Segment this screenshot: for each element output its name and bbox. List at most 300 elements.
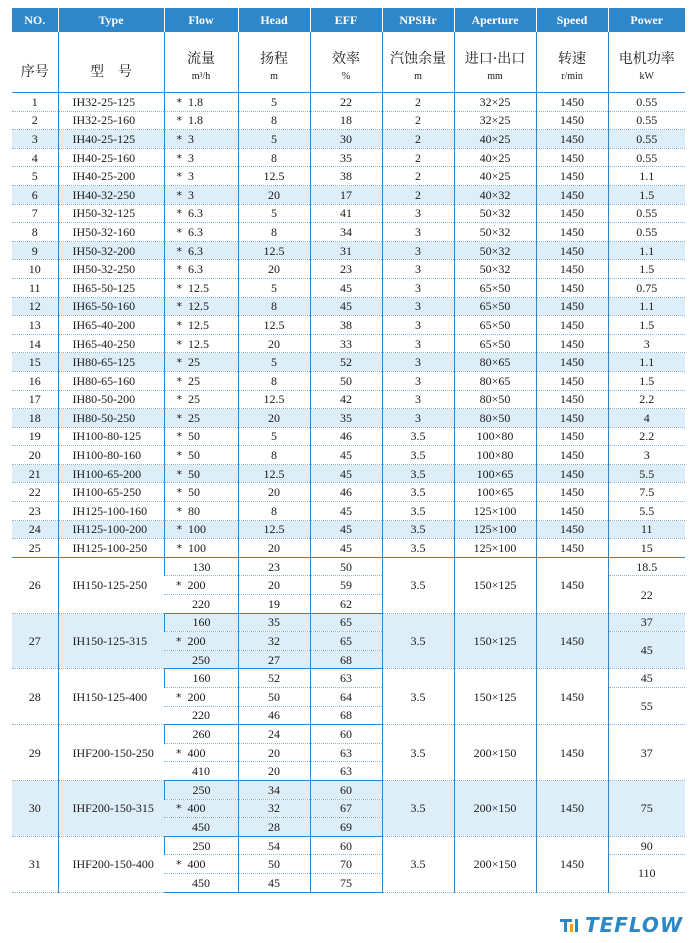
cell-aperture: 200×150 — [454, 725, 536, 781]
cell-type: IH80-50-200 — [58, 390, 164, 409]
cell-head: 5 — [238, 278, 310, 297]
cell-aperture: 200×150 — [454, 780, 536, 836]
unit-aperture: mm — [487, 71, 503, 82]
cell-eff: 46 — [310, 483, 382, 502]
cell-type: IHF200-150-400 — [58, 836, 164, 892]
pump-spec-table — [12, 8, 685, 893]
cell-no: 10 — [12, 260, 58, 279]
cell-eff: 30 — [310, 130, 382, 149]
flow-value: 160 — [192, 615, 211, 630]
cell-flow — [164, 799, 238, 818]
cell-power: 75 — [608, 780, 685, 836]
cell-npshr: 3 — [382, 260, 454, 279]
cell-eff: 63 — [310, 743, 382, 762]
cell-no: 11 — [12, 278, 58, 297]
cell-eff: 52 — [310, 353, 382, 372]
flow-value: 260 — [192, 726, 211, 741]
cell-type: IH40-25-200 — [58, 167, 164, 186]
cell-speed: 1450 — [536, 613, 608, 669]
star-marker: * — [176, 393, 182, 407]
cell-flow — [164, 111, 238, 130]
unit-flow: m³/h — [191, 71, 211, 82]
table-row — [12, 446, 685, 465]
table-row — [12, 539, 685, 558]
cell-flow — [164, 576, 238, 595]
cell-aperture: 40×32 — [454, 185, 536, 204]
cell-aperture: 200×150 — [454, 836, 536, 892]
cell-aperture: 80×65 — [454, 353, 536, 372]
cell-speed: 1450 — [536, 446, 608, 465]
cell-head: 12.5 — [238, 390, 310, 409]
cell-npshr: 2 — [382, 130, 454, 149]
cell-eff: 67 — [310, 799, 382, 818]
cell-head: 8 — [238, 371, 310, 390]
header-type: Type — [58, 8, 164, 32]
table-row — [12, 93, 685, 112]
cell-eff: 22 — [310, 93, 382, 112]
cell-eff: 33 — [310, 334, 382, 353]
header-zh-speed-label: 转速 — [558, 51, 586, 67]
cell-eff: 45 — [310, 502, 382, 521]
cell-eff: 50 — [310, 371, 382, 390]
cell-type: IH40-25-125 — [58, 130, 164, 149]
cell-type: IH32-25-125 — [58, 93, 164, 112]
cell-power: 90 — [608, 836, 685, 855]
star-marker: * — [176, 374, 182, 388]
cell-type: IH65-50-160 — [58, 297, 164, 316]
logo-mark-icon — [559, 916, 581, 934]
cell-flow — [164, 409, 238, 428]
cell-head: 8 — [238, 502, 310, 521]
cell-npshr: 3.5 — [382, 613, 454, 669]
cell-power: 3 — [608, 334, 685, 353]
cell-npshr: 3.5 — [382, 780, 454, 836]
cell-npshr: 3 — [382, 353, 454, 372]
cell-speed: 1450 — [536, 390, 608, 409]
cell-type: IH100-65-200 — [58, 464, 164, 483]
flow-value: 50 — [188, 429, 200, 444]
table-row — [12, 204, 685, 223]
cell-eff: 45 — [310, 297, 382, 316]
cell-head: 12.5 — [238, 241, 310, 260]
cell-eff: 45 — [310, 464, 382, 483]
cell-head: 19 — [238, 595, 310, 614]
cell-no: 23 — [12, 502, 58, 521]
flow-value: 80 — [188, 503, 200, 518]
cell-type: IH65-50-125 — [58, 278, 164, 297]
cell-head: 34 — [238, 780, 310, 799]
flow-value: 450 — [192, 819, 210, 834]
cell-flow — [164, 278, 238, 297]
cell-eff: 38 — [310, 167, 382, 186]
cell-head: 35 — [238, 613, 310, 632]
header-row-chinese — [12, 32, 685, 93]
cell-flow — [164, 743, 238, 762]
cell-npshr: 3 — [382, 334, 454, 353]
cell-type: IH50-32-200 — [58, 241, 164, 260]
cell-head: 32 — [238, 799, 310, 818]
header-no: NO. — [12, 8, 58, 32]
cell-npshr: 3.5 — [382, 446, 454, 465]
cell-flow — [164, 706, 238, 725]
star-marker: * — [176, 95, 182, 109]
table-row — [12, 278, 685, 297]
cell-eff: 65 — [310, 632, 382, 651]
cell-power: 1.1 — [608, 241, 685, 260]
star-marker: * — [176, 411, 182, 425]
cell-eff: 45 — [310, 520, 382, 539]
cell-eff: 45 — [310, 539, 382, 558]
cell-head: 8 — [238, 148, 310, 167]
header-zh-npshr-label: 汽蚀余量 — [390, 51, 446, 67]
cell-no: 28 — [12, 669, 58, 725]
cell-type: IH50-32-250 — [58, 260, 164, 279]
header-zh-type-label: 型 号 — [90, 64, 132, 80]
cell-flow — [164, 371, 238, 390]
cell-power: 1.5 — [608, 371, 685, 390]
cell-head: 20 — [238, 185, 310, 204]
table-row — [12, 780, 685, 799]
star-marker: * — [176, 300, 182, 314]
cell-eff: 63 — [310, 669, 382, 688]
cell-no: 12 — [12, 297, 58, 316]
cell-eff: 75 — [310, 873, 382, 892]
cell-speed: 1450 — [536, 836, 608, 892]
header-zh-eff-label: 效率 — [332, 51, 360, 67]
cell-type: IHF200-150-250 — [58, 725, 164, 781]
cell-type: IH125-100-160 — [58, 502, 164, 521]
cell-flow — [164, 632, 238, 651]
cell-head: 20 — [238, 762, 310, 781]
header-head: Head — [238, 8, 310, 32]
cell-flow — [164, 855, 238, 874]
star-marker: * — [176, 430, 182, 444]
cell-aperture: 125×100 — [454, 539, 536, 558]
cell-flow — [164, 557, 238, 576]
cell-head: 50 — [238, 855, 310, 874]
star-marker: * — [176, 318, 182, 332]
cell-head: 20 — [238, 334, 310, 353]
cell-head: 24 — [238, 725, 310, 744]
cell-no: 13 — [12, 316, 58, 335]
cell-head: 23 — [238, 557, 310, 576]
cell-no: 22 — [12, 483, 58, 502]
cell-speed: 1450 — [536, 725, 608, 781]
cell-aperture: 150×125 — [454, 669, 536, 725]
cell-speed: 1450 — [536, 148, 608, 167]
cell-no: 27 — [12, 613, 58, 669]
cell-head: 5 — [238, 130, 310, 149]
cell-no: 19 — [12, 427, 58, 446]
flow-value: 100 — [188, 541, 206, 556]
cell-head: 12.5 — [238, 316, 310, 335]
cell-power: 0.55 — [608, 130, 685, 149]
cell-type: IHF200-150-315 — [58, 780, 164, 836]
flow-value: 400 — [187, 857, 206, 872]
cell-no: 20 — [12, 446, 58, 465]
cell-power: 3 — [608, 446, 685, 465]
cell-aperture: 100×65 — [454, 483, 536, 502]
table-row — [12, 167, 685, 186]
cell-aperture: 32×25 — [454, 93, 536, 112]
cell-head: 5 — [238, 93, 310, 112]
header-zh-speed — [536, 32, 608, 93]
cell-head: 12.5 — [238, 520, 310, 539]
cell-head: 12.5 — [238, 464, 310, 483]
cell-power: 5.5 — [608, 464, 685, 483]
cell-flow — [164, 669, 238, 688]
cell-head: 20 — [238, 409, 310, 428]
cell-no: 16 — [12, 371, 58, 390]
cell-aperture: 50×32 — [454, 204, 536, 223]
cell-speed: 1450 — [536, 278, 608, 297]
cell-aperture: 150×125 — [454, 557, 536, 613]
cell-type: IH50-32-125 — [58, 204, 164, 223]
cell-no: 4 — [12, 148, 58, 167]
star-marker: * — [176, 170, 182, 184]
cell-no: 30 — [12, 780, 58, 836]
table-body — [12, 93, 685, 893]
header-zh-power — [608, 32, 685, 93]
cell-flow — [164, 353, 238, 372]
cell-head: 5 — [238, 427, 310, 446]
cell-aperture: 150×125 — [454, 613, 536, 669]
cell-npshr: 3 — [382, 316, 454, 335]
table-row — [12, 223, 685, 242]
cell-flow — [164, 223, 238, 242]
cell-speed: 1450 — [536, 520, 608, 539]
flow-value: 160 — [192, 671, 211, 686]
table-row — [12, 260, 685, 279]
cell-npshr: 3.5 — [382, 836, 454, 892]
cell-flow — [164, 762, 238, 781]
flow-value: 12.5 — [188, 280, 209, 295]
cell-flow — [164, 316, 238, 335]
flow-value: 25 — [188, 392, 200, 407]
flow-value: 3 — [188, 169, 194, 184]
cell-flow — [164, 446, 238, 465]
cell-aperture: 65×50 — [454, 316, 536, 335]
table-row — [12, 557, 685, 576]
cell-eff: 35 — [310, 409, 382, 428]
cell-head: 52 — [238, 669, 310, 688]
cell-no: 18 — [12, 409, 58, 428]
cell-power: 0.55 — [608, 111, 685, 130]
cell-npshr: 3 — [382, 241, 454, 260]
star-marker: * — [176, 188, 182, 202]
cell-npshr: 3.5 — [382, 669, 454, 725]
cell-power: 1.1 — [608, 297, 685, 316]
cell-speed: 1450 — [536, 409, 608, 428]
star-marker: * — [176, 486, 182, 500]
cell-head: 28 — [238, 818, 310, 837]
cell-power: 1.5 — [608, 316, 685, 335]
cell-speed: 1450 — [536, 539, 608, 558]
cell-speed: 1450 — [536, 371, 608, 390]
cell-no: 15 — [12, 353, 58, 372]
cell-eff: 60 — [310, 780, 382, 799]
flow-value: 250 — [192, 838, 211, 853]
cell-eff: 46 — [310, 427, 382, 446]
cell-flow — [164, 297, 238, 316]
cell-head: 46 — [238, 706, 310, 725]
cell-eff: 45 — [310, 278, 382, 297]
cell-aperture: 32×25 — [454, 111, 536, 130]
cell-flow — [164, 260, 238, 279]
cell-no: 7 — [12, 204, 58, 223]
star-marker: * — [176, 858, 182, 872]
cell-power: 1.5 — [608, 185, 685, 204]
cell-no: 21 — [12, 464, 58, 483]
cell-aperture: 50×32 — [454, 241, 536, 260]
flow-value: 50 — [188, 485, 200, 500]
cell-type: IH150-125-315 — [58, 613, 164, 669]
cell-speed: 1450 — [536, 557, 608, 613]
cell-type: IH100-80-125 — [58, 427, 164, 446]
header-zh-no-label: 序号 — [20, 64, 49, 80]
cell-power: 1.1 — [608, 167, 685, 186]
cell-power: 4 — [608, 409, 685, 428]
star-marker: * — [176, 802, 182, 816]
cell-power: 18.5 — [608, 557, 685, 576]
flow-value: 3 — [188, 150, 194, 165]
cell-power: 0.55 — [608, 223, 685, 242]
header-zh-no — [12, 32, 58, 93]
cell-npshr: 3 — [382, 409, 454, 428]
cell-no: 5 — [12, 167, 58, 186]
flow-value: 6.3 — [188, 224, 203, 239]
cell-npshr: 3.5 — [382, 520, 454, 539]
cell-aperture: 40×25 — [454, 167, 536, 186]
cell-power: 37 — [608, 613, 685, 632]
cell-speed: 1450 — [536, 111, 608, 130]
cell-npshr: 3 — [382, 223, 454, 242]
flow-value: 3 — [188, 187, 194, 202]
star-marker: * — [176, 244, 182, 258]
table-row — [12, 427, 685, 446]
cell-npshr: 3.5 — [382, 557, 454, 613]
table-row — [12, 483, 685, 502]
cell-speed: 1450 — [536, 502, 608, 521]
cell-type: IH80-65-125 — [58, 353, 164, 372]
cell-type: IH40-25-160 — [58, 148, 164, 167]
cell-aperture: 100×80 — [454, 446, 536, 465]
cell-speed: 1450 — [536, 353, 608, 372]
cell-speed: 1450 — [536, 93, 608, 112]
cell-power: 2.2 — [608, 390, 685, 409]
table-row — [12, 371, 685, 390]
flow-value: 200 — [187, 634, 206, 649]
cell-npshr: 2 — [382, 167, 454, 186]
table-row — [12, 836, 685, 855]
header-flow: Flow — [164, 8, 238, 32]
cell-power: 1.1 — [608, 353, 685, 372]
header-zh-aperture — [454, 32, 536, 93]
cell-aperture: 80×50 — [454, 390, 536, 409]
cell-type: IH50-32-160 — [58, 223, 164, 242]
cell-eff: 70 — [310, 855, 382, 874]
flow-value: 220 — [192, 708, 210, 723]
cell-flow — [164, 780, 238, 799]
cell-power: 110 — [608, 855, 685, 892]
cell-flow — [164, 464, 238, 483]
cell-no: 2 — [12, 111, 58, 130]
cell-no: 1 — [12, 93, 58, 112]
cell-flow — [164, 818, 238, 837]
unit-eff: % — [341, 71, 351, 82]
flow-value: 3 — [188, 131, 194, 146]
header-power: Power — [608, 8, 685, 32]
header-row-english — [12, 8, 685, 32]
cell-aperture: 65×50 — [454, 334, 536, 353]
cell-aperture: 80×65 — [454, 371, 536, 390]
cell-speed: 1450 — [536, 669, 608, 725]
cell-head: 20 — [238, 483, 310, 502]
cell-flow — [164, 148, 238, 167]
cell-aperture: 40×25 — [454, 130, 536, 149]
flow-value: 6.3 — [188, 262, 203, 277]
unit-npshr: m — [414, 71, 422, 82]
star-marker: * — [176, 635, 182, 649]
flow-value: 450 — [192, 875, 210, 890]
cell-type: IH32-25-160 — [58, 111, 164, 130]
cell-flow — [164, 836, 238, 855]
cell-speed: 1450 — [536, 297, 608, 316]
cell-npshr: 3.5 — [382, 502, 454, 521]
cell-head: 20 — [238, 576, 310, 595]
flow-value: 50 — [188, 448, 200, 463]
table-row — [12, 409, 685, 428]
cell-no: 25 — [12, 539, 58, 558]
cell-no: 6 — [12, 185, 58, 204]
cell-speed: 1450 — [536, 241, 608, 260]
cell-flow — [164, 427, 238, 446]
unit-power: kW — [639, 71, 654, 82]
cell-power: 5.5 — [608, 502, 685, 521]
table-row — [12, 520, 685, 539]
cell-type: IH100-65-250 — [58, 483, 164, 502]
cell-head: 8 — [238, 111, 310, 130]
star-marker: * — [176, 207, 182, 221]
cell-flow — [164, 502, 238, 521]
star-marker: * — [176, 337, 182, 351]
table-row — [12, 334, 685, 353]
cell-head: 5 — [238, 204, 310, 223]
cell-no: 29 — [12, 725, 58, 781]
flow-value: 25 — [188, 410, 200, 425]
cell-head: 8 — [238, 223, 310, 242]
flow-value: 12.5 — [188, 299, 209, 314]
cell-flow — [164, 130, 238, 149]
cell-flow — [164, 204, 238, 223]
cell-type: IH150-125-400 — [58, 669, 164, 725]
cell-type: IH125-100-200 — [58, 520, 164, 539]
cell-eff: 60 — [310, 836, 382, 855]
cell-eff: 65 — [310, 613, 382, 632]
star-marker: * — [176, 114, 182, 128]
table-row — [12, 390, 685, 409]
star-marker: * — [176, 746, 182, 760]
star-marker: * — [176, 467, 182, 481]
cell-npshr: 2 — [382, 148, 454, 167]
cell-power: 45 — [608, 669, 685, 688]
cell-type: IH65-40-200 — [58, 316, 164, 335]
cell-eff: 64 — [310, 688, 382, 707]
cell-flow — [164, 613, 238, 632]
flow-value: 400 — [187, 745, 206, 760]
cell-flow — [164, 520, 238, 539]
cell-npshr: 3 — [382, 278, 454, 297]
